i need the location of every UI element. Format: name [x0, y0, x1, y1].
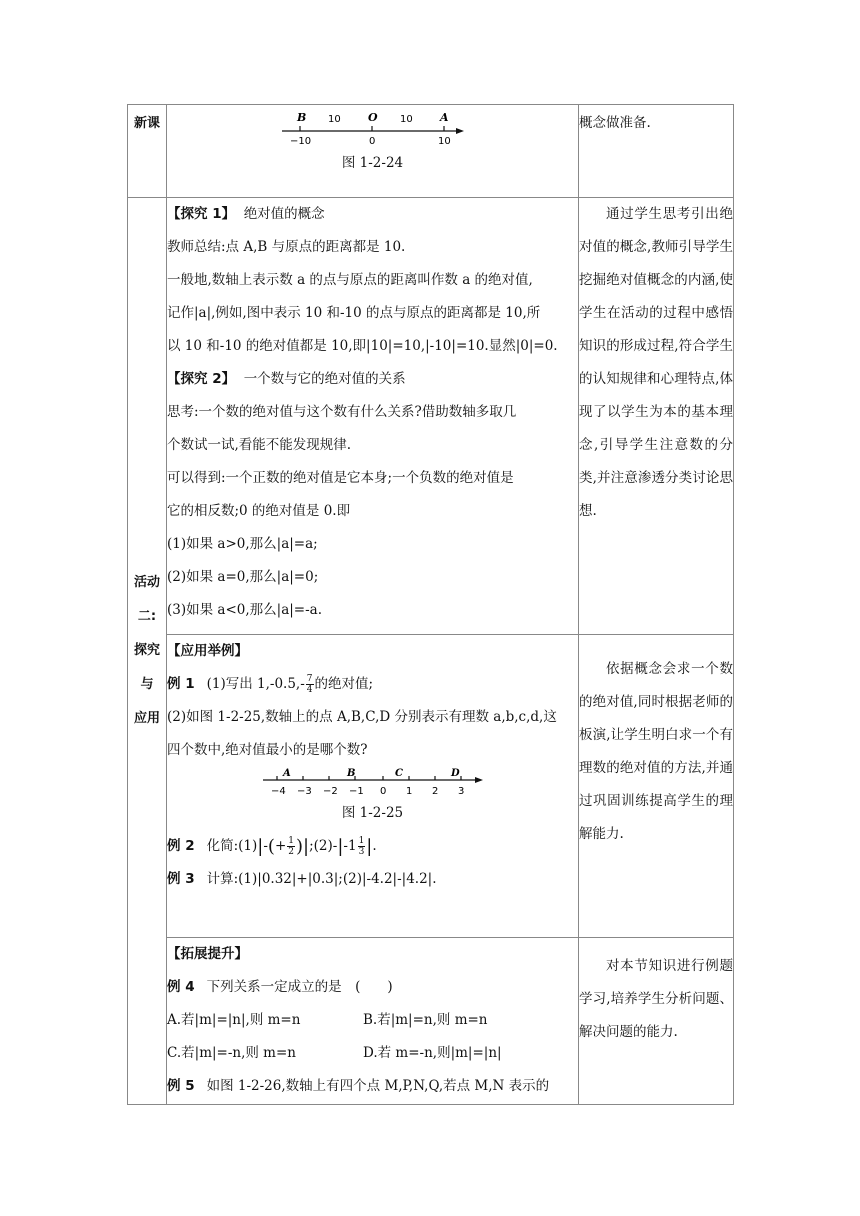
explore-text-8: 它的相反数;0 的绝对值是 0.即 — [167, 503, 351, 519]
lesson-plan-table — [127, 104, 734, 1105]
point-d: D — [450, 768, 460, 779]
apply-content — [167, 635, 579, 938]
rule-1: (1)如果 a>0,那么|a|=a; — [167, 536, 318, 552]
row-label-activity-2 — [128, 198, 167, 1105]
example-4-options-ab — [167, 1004, 578, 1037]
example-1-line-2: (2)如图 1-2-25,数轴上的点 A,B,C,D 分别表示有理数 a,b,c,d,这 — [167, 709, 557, 725]
example-4: 例 4 下列关系一定成立的是 ( ) — [167, 979, 393, 995]
activity-label-line-3: 探究 — [133, 643, 160, 658]
explore-text-7: 可以得到:一个正数的绝对值是它本身;一个负数的绝对值是 — [167, 470, 514, 486]
point-label-b: B — [296, 111, 306, 124]
tick-label-2: 2 — [431, 786, 438, 797]
tick-label-neg3: −3 — [296, 786, 312, 797]
option-d: D.若 m=-n,则|m|=|n| — [363, 1045, 502, 1061]
figure-cell — [167, 105, 579, 198]
row-extend — [128, 938, 734, 1105]
tick-label-3: 3 — [457, 786, 464, 797]
row-apply — [128, 635, 734, 938]
explore-text-4: 以 10 和-10 的绝对值都是 10,即|10|=10,|-10|=10.显然|0|=0. — [167, 338, 558, 354]
tick-label-neg2: −2 — [322, 786, 338, 797]
point-c: C — [394, 768, 403, 779]
side-note-4: 对本节知识进行例题学习,培养学生分析问题、解决问题的能力. — [579, 938, 734, 1105]
fraction-1-2: $\frac{1}{2}$ — [288, 836, 294, 857]
distance-label-left: 10 — [327, 114, 341, 125]
fraction-1-3: $\frac{1}{3}$ — [358, 836, 365, 857]
tick-label-zero: 0 — [368, 136, 375, 147]
example-4-options-cd — [167, 1037, 578, 1070]
example-3: 例 3 计算:(1)|0.32|+|0.3|;(2)|-4.2|-|4.2|. — [167, 871, 437, 887]
explore-2-heading: 【探究 2】 一个数与它的绝对值的关系 — [167, 371, 406, 387]
extend-heading: 【拓展提升】 — [167, 946, 248, 962]
tick-label-neg10: −10 — [289, 136, 311, 147]
example-5: 例 5 如图 1-2-26,数轴上有四个点 M,P,N,Q,若点 M,N 表示的 — [167, 1078, 550, 1094]
example-1-line-3: 四个数中,绝对值最小的是哪个数? — [167, 742, 368, 758]
rule-2: (2)如果 a=0,那么|a|=0; — [167, 569, 319, 585]
figure-caption: 图 1-2-24 — [341, 155, 404, 171]
tick-label-0: 0 — [379, 786, 386, 797]
row-new-lesson — [128, 105, 734, 198]
option-c: C.若|m|=-n,则 m=n — [167, 1045, 296, 1061]
tick-label-neg4: −4 — [270, 786, 286, 797]
row-explore — [128, 198, 734, 635]
side-note-1: 概念做准备. — [579, 105, 734, 198]
explore-text-6: 个数试一试,看能不能发现规律. — [167, 437, 352, 453]
activity-label-line-2: 二: — [137, 609, 157, 624]
tick-label-1: 1 — [405, 786, 412, 797]
number-line-figure-1-2-25 — [261, 767, 485, 797]
explore-1-heading: 【探究 1】 绝对值的概念 — [167, 206, 325, 222]
tick-label-10: 10 — [437, 136, 451, 147]
option-b: B.若|m|=n,则 m=n — [363, 1012, 488, 1028]
activity-label-line-4: 与 — [140, 677, 154, 692]
point-label-a: A — [439, 111, 449, 124]
rule-3: (3)如果 a<0,那么|a|=-a. — [167, 602, 323, 618]
explore-text-5: 思考:一个数的绝对值与这个数有什么关系?借助数轴多取几 — [167, 404, 517, 420]
point-a: A — [282, 768, 291, 779]
tick-label-neg1: −1 — [348, 786, 364, 797]
distance-label-right: 10 — [399, 114, 413, 125]
point-label-o: O — [367, 111, 378, 124]
activity-label-line-1: 活动 — [133, 575, 160, 590]
example-1-line-1: 例 1 (1)写出 1,-0.5,- $\frac{7}{4}$ 的绝对值; — [167, 674, 374, 695]
example-2: 例 2 化简:(1)|-(+ $\frac{1}{2}$ )|;(2)-|-1 $\frac{1}{3}$ |. — [167, 835, 377, 857]
explore-text-2: 一般地,数轴上表示数 a 的点与原点的距离叫作数 a 的绝对值, — [167, 272, 533, 288]
option-a: A.若|m|=|n|,则 m=n — [167, 1012, 301, 1028]
side-note-2: 通过学生思考引出绝对值的概念,教师引导学生挖掘绝对值概念的内涵,使学生在活动的过程中感悟知识的形成过程,符合学生的认知规律和心理特点,体现了以学生为本的基本理念,引导学生注意数的分类,并注意渗透分类讨论思想. — [579, 198, 734, 635]
row-label-new-lesson: 新课 — [128, 105, 167, 198]
explore-text-3: 记作|a|,例如,图中表示 10 和-10 的点与原点的距离都是 10,所 — [167, 305, 541, 321]
figure-caption-25: 图 1-2-25 — [341, 805, 404, 821]
point-b: B — [346, 768, 355, 779]
explore-content — [167, 198, 579, 635]
number-line-figure-1-2-24 — [278, 107, 468, 149]
apply-heading: 【应用举例】 — [167, 643, 248, 659]
side-note-3: 依据概念会求一个数的绝对值,同时根据老师的板演,让学生明白求一个有理数的绝对值的方法,并通过巩固训练提高学生的理解能力. — [579, 635, 734, 938]
activity-label-line-5: 应用 — [133, 711, 160, 726]
extend-content — [167, 938, 579, 1105]
fraction-7-4: $\frac{7}{4}$ — [306, 674, 313, 695]
explore-text-1: 教师总结:点 A,B 与原点的距离都是 10. — [167, 239, 406, 255]
